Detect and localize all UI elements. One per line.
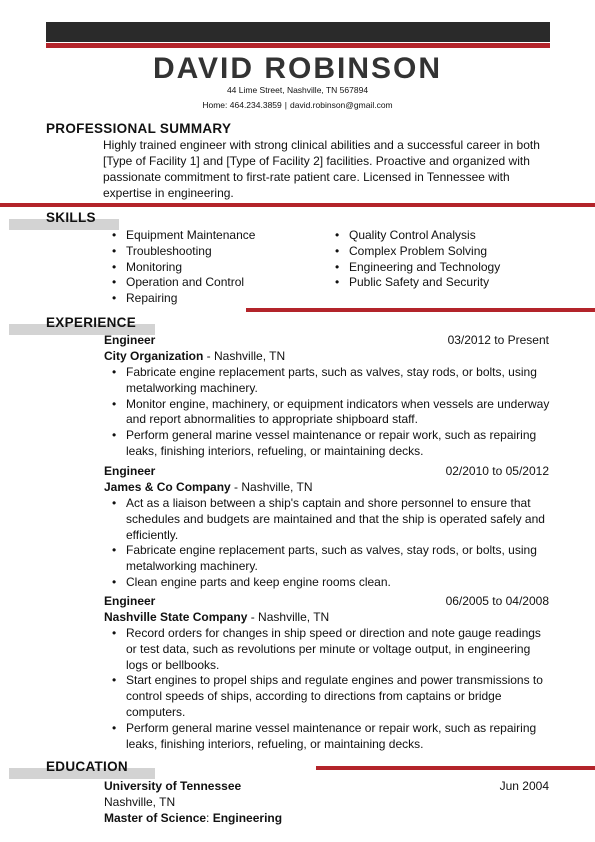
header-red-bar (46, 43, 550, 48)
graduation-date: Jun 2004 (499, 779, 549, 793)
degree-field: Engineering (212, 811, 283, 825)
experience-heading: EXPERIENCE (46, 315, 137, 330)
degree-name: Master of Science (104, 811, 207, 825)
skills-list-right (327, 228, 557, 291)
education-divider (316, 766, 595, 770)
skills-list-left (104, 228, 334, 307)
candidate-name: DAVID ROBINSON (152, 52, 443, 85)
skill-item: • Repairing (112, 291, 178, 306)
company-name: City Organization (104, 349, 204, 363)
job-title: Engineer (104, 464, 156, 478)
summary-text: Highly trained engineer with strong clinical abilities and a successful career in both [Type of Facility 1] and [Type of Facility 2] facilities. Proactive and organized with passionate commitment to first-rate patient care. Licensed in Tennessee with expertise in engineering. (103, 138, 540, 200)
job-title: Engineer (104, 333, 156, 347)
company-location: - Nashville, TN (247, 610, 330, 624)
job-company (104, 610, 329, 624)
degree-colon: : (206, 811, 213, 825)
education-heading: EDUCATION (46, 759, 128, 774)
skill-item: • Quality Control Analysis (335, 228, 476, 242)
list-item: • Perform general marine vessel maintenance or repair work, such as repairing leaks, finishing interiors, refueling, or maintaining decks. (112, 428, 537, 458)
list-item: • Fabricate engine replacement parts, such as valves, stay rods, or bolts, using metalworking machinery. (112, 365, 537, 395)
company-name: Nashville State Company (104, 610, 248, 624)
company-location: - Nashville, TN (230, 480, 313, 494)
list-item: • Monitor engine, machinery, or equipment indicators when vessels are underway and report abnormalities to appropriate shipboard staff. (112, 396, 550, 427)
skill-item: • Operation and Control (112, 275, 245, 290)
company-location: - Nashville, TN (203, 349, 286, 363)
phone-text: Home: 464.234.3859 (202, 100, 282, 110)
contact-separator: | (284, 100, 287, 110)
list-item: • Perform general marine vessel maintenance or repair work, such as repairing leaks, finishing interiors, refueling, or maintaining decks. (112, 720, 537, 751)
list-item: • Clean engine parts and keep engine rooms clean. (112, 574, 391, 589)
job-responsibilities (104, 626, 554, 752)
skills-divider (246, 308, 595, 312)
skill-item: • Troubleshooting (112, 243, 212, 258)
list-item: • Record orders for changes in ship speed or direction and note gauge readings or test data, such as revolutions per minute or voltage output, in engineering logs or bellbooks. (112, 626, 541, 672)
list-item: • Start engines to propel ships and regulate engines and power transmissions to control speeds of ships, according to directions from captains or bridge computers. (112, 673, 543, 719)
job-dates: 03/2012 to Present (447, 333, 549, 347)
job-dates: 06/2005 to 04/2008 (445, 594, 549, 608)
summary-divider (0, 203, 595, 207)
skill-item: • Equipment Maintenance (112, 228, 256, 242)
list-item: • Act as a liaison between a ship's captain and shore personnel to ensure that schedules and budgets are maintained and that the ship is operated safely and efficiently. (112, 496, 545, 542)
degree-line (104, 811, 282, 825)
skill-item: • Monitoring (112, 259, 183, 274)
job-title: Engineer (104, 594, 156, 608)
company-name: James & Co Company (104, 480, 231, 494)
email-text[interactable]: david.robinson@gmail.com (289, 100, 393, 110)
skill-item: • Complex Problem Solving (335, 243, 488, 258)
job-responsibilities (104, 365, 554, 460)
job-company (104, 480, 313, 494)
job-responsibilities (104, 496, 554, 591)
school-name: University of Tennessee (104, 779, 242, 793)
school-location: Nashville, TN (104, 795, 176, 809)
skill-item: • Public Safety and Security (335, 275, 490, 290)
header-dark-bar (46, 22, 550, 42)
contact-line (0, 100, 595, 110)
list-item: • Fabricate engine replacement parts, such as valves, stay rods, or bolts, using metalworking machinery. (112, 543, 537, 574)
skills-heading: SKILLS (46, 210, 96, 225)
skill-item: • Engineering and Technology (335, 259, 501, 274)
job-company (104, 349, 285, 363)
job-dates: 02/2010 to 05/2012 (445, 464, 549, 478)
summary-heading: PROFESSIONAL SUMMARY (46, 121, 232, 136)
address-line: 44 Lime Street, Nashville, TN 567894 (226, 85, 369, 95)
